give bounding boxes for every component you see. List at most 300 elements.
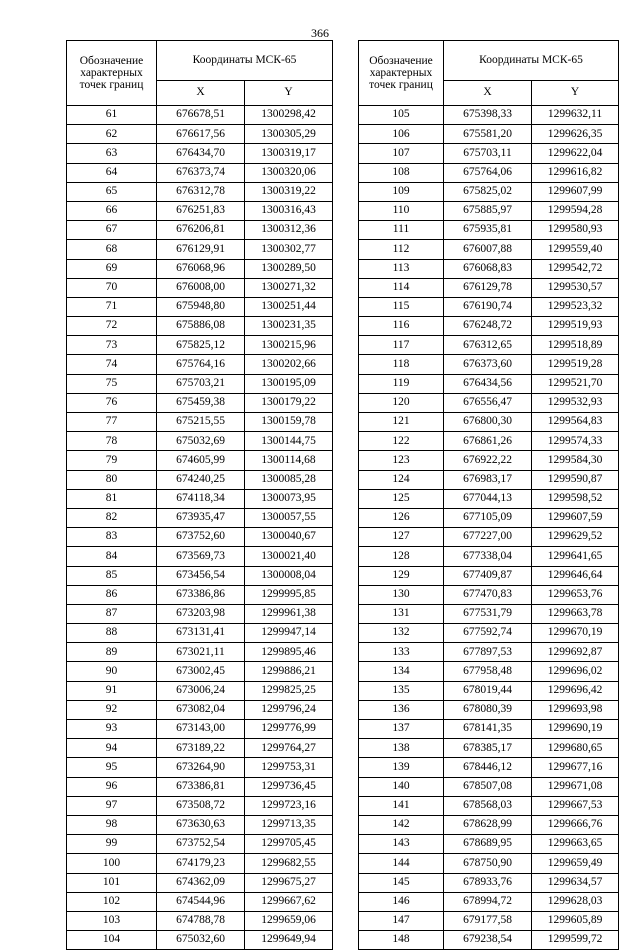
point-number-cell: 130 xyxy=(359,585,444,604)
point-number-cell: 138 xyxy=(359,739,444,758)
point-number-cell: 146 xyxy=(359,892,444,911)
table-row xyxy=(359,758,619,777)
point-number-cell: 77 xyxy=(67,413,157,432)
y-coordinate-cell: 1299677,16 xyxy=(532,758,619,777)
x-coordinate-cell: 677958,48 xyxy=(444,662,532,681)
y-coordinate-cell: 1299599,72 xyxy=(532,931,619,950)
table-row xyxy=(67,911,333,930)
x-coordinate-cell: 676008,00 xyxy=(157,278,245,297)
y-coordinate-cell: 1299696,02 xyxy=(532,662,619,681)
x-coordinate-cell: 676251,83 xyxy=(157,201,245,220)
y-coordinate-cell: 1299607,59 xyxy=(532,508,619,527)
x-coordinate-cell: 673082,04 xyxy=(157,700,245,719)
table-row xyxy=(359,662,619,681)
x-coordinate-cell: 675032,69 xyxy=(157,432,245,451)
y-coordinate-cell: 1299693,98 xyxy=(532,700,619,719)
table-row xyxy=(359,201,619,220)
y-coordinate-cell: 1299626,35 xyxy=(532,125,619,144)
designation-header: Обозначение характерных точек границ xyxy=(67,41,157,106)
y-coordinate-cell: 1300312,36 xyxy=(245,221,333,240)
point-number-cell: 142 xyxy=(359,815,444,834)
point-number-cell: 141 xyxy=(359,796,444,815)
table-row xyxy=(359,854,619,873)
point-number-cell: 111 xyxy=(359,221,444,240)
point-number-cell: 76 xyxy=(67,393,157,412)
table-row xyxy=(359,393,619,412)
y-coordinate-cell: 1300251,44 xyxy=(245,297,333,316)
table-row xyxy=(67,624,333,643)
y-coordinate-cell: 1299753,31 xyxy=(245,758,333,777)
point-number-cell: 64 xyxy=(67,163,157,182)
y-coordinate-cell: 1300021,40 xyxy=(245,547,333,566)
y-coordinate-cell: 1300179,22 xyxy=(245,393,333,412)
x-coordinate-cell: 674788,78 xyxy=(157,911,245,930)
table-row xyxy=(359,566,619,585)
x-coordinate-cell: 673630,63 xyxy=(157,815,245,834)
x-coordinate-cell: 676129,78 xyxy=(444,278,532,297)
x-coordinate-cell: 675764,06 xyxy=(444,163,532,182)
table-row xyxy=(359,911,619,930)
x-coordinate-cell: 675886,08 xyxy=(157,317,245,336)
table-row xyxy=(359,317,619,336)
table-row xyxy=(359,278,619,297)
point-number-cell: 131 xyxy=(359,604,444,623)
y-coordinate-cell: 1299605,89 xyxy=(532,911,619,930)
y-coordinate-cell: 1299564,83 xyxy=(532,413,619,432)
point-number-cell: 127 xyxy=(359,528,444,547)
point-number-cell: 108 xyxy=(359,163,444,182)
y-coordinate-cell: 1299634,57 xyxy=(532,873,619,892)
y-coordinate-cell: 1300057,55 xyxy=(245,508,333,527)
y-coordinate-cell: 1299961,38 xyxy=(245,604,333,623)
y-coordinate-cell: 1300195,09 xyxy=(245,374,333,393)
x-coordinate-cell: 676190,74 xyxy=(444,297,532,316)
point-number-cell: 100 xyxy=(67,854,157,873)
point-number-cell: 117 xyxy=(359,336,444,355)
coordinates-header: Координаты МСК-65 xyxy=(444,41,619,81)
table-row xyxy=(67,892,333,911)
point-number-cell: 115 xyxy=(359,297,444,316)
x-coordinate-cell: 673021,11 xyxy=(157,643,245,662)
x-coordinate-cell: 673508,72 xyxy=(157,796,245,815)
x-header: X xyxy=(444,81,532,106)
point-number-cell: 87 xyxy=(67,604,157,623)
point-number-cell: 61 xyxy=(67,106,157,125)
y-coordinate-cell: 1299574,33 xyxy=(532,432,619,451)
y-coordinate-cell: 1300114,68 xyxy=(245,451,333,470)
point-number-cell: 106 xyxy=(359,125,444,144)
table-row xyxy=(67,278,333,297)
point-number-cell: 107 xyxy=(359,144,444,163)
point-number-cell: 143 xyxy=(359,835,444,854)
point-number-cell: 114 xyxy=(359,278,444,297)
table-row xyxy=(359,796,619,815)
y-coordinate-cell: 1300298,42 xyxy=(245,106,333,125)
x-coordinate-cell: 675703,11 xyxy=(444,144,532,163)
point-number-cell: 126 xyxy=(359,508,444,527)
point-number-cell: 109 xyxy=(359,182,444,201)
table-row xyxy=(67,700,333,719)
table-row xyxy=(67,854,333,873)
x-coordinate-cell: 678019,44 xyxy=(444,681,532,700)
table-row xyxy=(359,125,619,144)
y-coordinate-cell: 1299580,93 xyxy=(532,221,619,240)
x-coordinate-cell: 675825,02 xyxy=(444,182,532,201)
x-coordinate-cell: 673143,00 xyxy=(157,720,245,739)
x-coordinate-cell: 673569,73 xyxy=(157,547,245,566)
y-coordinate-cell: 1299675,27 xyxy=(245,873,333,892)
table-row xyxy=(359,297,619,316)
x-coordinate-cell: 676007,88 xyxy=(444,240,532,259)
point-number-cell: 136 xyxy=(359,700,444,719)
x-coordinate-cell: 675825,12 xyxy=(157,336,245,355)
point-number-cell: 135 xyxy=(359,681,444,700)
point-number-cell: 84 xyxy=(67,547,157,566)
x-coordinate-cell: 674605,99 xyxy=(157,451,245,470)
y-coordinate-cell: 1300040,67 xyxy=(245,528,333,547)
table-row xyxy=(67,758,333,777)
table-row xyxy=(67,604,333,623)
table-row xyxy=(67,528,333,547)
x-coordinate-cell: 674118,34 xyxy=(157,489,245,508)
x-coordinate-cell: 675703,21 xyxy=(157,374,245,393)
point-number-cell: 113 xyxy=(359,259,444,278)
y-coordinate-cell: 1299713,35 xyxy=(245,815,333,834)
x-coordinate-cell: 678141,35 xyxy=(444,720,532,739)
x-coordinate-cell: 676861,26 xyxy=(444,432,532,451)
point-number-cell: 104 xyxy=(67,931,157,950)
table-row xyxy=(67,508,333,527)
y-coordinate-cell: 1299542,72 xyxy=(532,259,619,278)
y-coordinate-cell: 1299723,16 xyxy=(245,796,333,815)
point-number-cell: 71 xyxy=(67,297,157,316)
point-number-cell: 86 xyxy=(67,585,157,604)
table-row xyxy=(67,240,333,259)
x-coordinate-cell: 675764,16 xyxy=(157,355,245,374)
y-coordinate-cell: 1300202,66 xyxy=(245,355,333,374)
point-number-cell: 97 xyxy=(67,796,157,815)
y-coordinate-cell: 1299671,08 xyxy=(532,777,619,796)
y-coordinate-cell: 1299947,14 xyxy=(245,624,333,643)
table-row xyxy=(67,336,333,355)
x-coordinate-cell: 676434,56 xyxy=(444,374,532,393)
table-row xyxy=(67,182,333,201)
table-row xyxy=(67,451,333,470)
table-row xyxy=(359,106,619,125)
table-row xyxy=(67,259,333,278)
table-body-left xyxy=(67,106,333,950)
y-coordinate-cell: 1300231,35 xyxy=(245,317,333,336)
x-coordinate-cell: 677105,09 xyxy=(444,508,532,527)
y-coordinate-cell: 1300159,78 xyxy=(245,413,333,432)
x-coordinate-cell: 674544,96 xyxy=(157,892,245,911)
x-coordinate-cell: 676248,72 xyxy=(444,317,532,336)
table-row xyxy=(67,201,333,220)
table-row xyxy=(67,873,333,892)
point-number-cell: 112 xyxy=(359,240,444,259)
x-coordinate-cell: 673131,41 xyxy=(157,624,245,643)
table-row xyxy=(67,662,333,681)
table-row xyxy=(359,259,619,278)
x-coordinate-cell: 674362,09 xyxy=(157,873,245,892)
table-row xyxy=(67,643,333,662)
x-coordinate-cell: 676068,96 xyxy=(157,259,245,278)
point-number-cell: 69 xyxy=(67,259,157,278)
x-coordinate-cell: 673203,98 xyxy=(157,604,245,623)
point-number-cell: 79 xyxy=(67,451,157,470)
x-coordinate-cell: 676922,22 xyxy=(444,451,532,470)
table-row xyxy=(67,413,333,432)
point-number-cell: 148 xyxy=(359,931,444,950)
table-row xyxy=(359,777,619,796)
point-number-cell: 96 xyxy=(67,777,157,796)
table-row xyxy=(359,835,619,854)
point-number-cell: 88 xyxy=(67,624,157,643)
y-coordinate-cell: 1299736,45 xyxy=(245,777,333,796)
point-number-cell: 67 xyxy=(67,221,157,240)
table-row xyxy=(359,413,619,432)
x-coordinate-cell: 678689,95 xyxy=(444,835,532,854)
table-row xyxy=(67,566,333,585)
table-row xyxy=(67,144,333,163)
y-header: Y xyxy=(532,81,619,106)
x-coordinate-cell: 675935,81 xyxy=(444,221,532,240)
point-number-cell: 83 xyxy=(67,528,157,547)
x-coordinate-cell: 678446,12 xyxy=(444,758,532,777)
point-number-cell: 137 xyxy=(359,720,444,739)
point-number-cell: 101 xyxy=(67,873,157,892)
table-row xyxy=(67,432,333,451)
y-coordinate-cell: 1299764,27 xyxy=(245,739,333,758)
point-number-cell: 62 xyxy=(67,125,157,144)
x-header: X xyxy=(157,81,245,106)
point-number-cell: 144 xyxy=(359,854,444,873)
point-number-cell: 70 xyxy=(67,278,157,297)
y-header: Y xyxy=(245,81,333,106)
table-body-right xyxy=(359,106,619,950)
x-coordinate-cell: 673935,47 xyxy=(157,508,245,527)
x-coordinate-cell: 675948,80 xyxy=(157,297,245,316)
x-coordinate-cell: 678750,90 xyxy=(444,854,532,873)
x-coordinate-cell: 677044,13 xyxy=(444,489,532,508)
table-row xyxy=(359,451,619,470)
y-coordinate-cell: 1300271,32 xyxy=(245,278,333,297)
y-coordinate-cell: 1299616,82 xyxy=(532,163,619,182)
y-coordinate-cell: 1299641,65 xyxy=(532,547,619,566)
point-number-cell: 81 xyxy=(67,489,157,508)
y-coordinate-cell: 1299629,52 xyxy=(532,528,619,547)
table-row xyxy=(359,240,619,259)
point-number-cell: 139 xyxy=(359,758,444,777)
point-number-cell: 134 xyxy=(359,662,444,681)
point-number-cell: 116 xyxy=(359,317,444,336)
y-coordinate-cell: 1300073,95 xyxy=(245,489,333,508)
y-coordinate-cell: 1299659,49 xyxy=(532,854,619,873)
x-coordinate-cell: 673752,60 xyxy=(157,528,245,547)
y-coordinate-cell: 1299696,42 xyxy=(532,681,619,700)
table-row xyxy=(67,931,333,950)
y-coordinate-cell: 1299521,70 xyxy=(532,374,619,393)
y-coordinate-cell: 1299584,30 xyxy=(532,451,619,470)
table-row xyxy=(67,374,333,393)
y-coordinate-cell: 1299523,32 xyxy=(532,297,619,316)
point-number-cell: 89 xyxy=(67,643,157,662)
x-coordinate-cell: 673264,90 xyxy=(157,758,245,777)
table-row xyxy=(359,700,619,719)
table-row xyxy=(359,508,619,527)
table-row xyxy=(359,144,619,163)
coordinates-table-right xyxy=(358,40,619,950)
point-number-cell: 68 xyxy=(67,240,157,259)
y-coordinate-cell: 1299649,94 xyxy=(245,931,333,950)
x-coordinate-cell: 673189,22 xyxy=(157,739,245,758)
y-coordinate-cell: 1299598,52 xyxy=(532,489,619,508)
point-number-cell: 118 xyxy=(359,355,444,374)
point-number-cell: 82 xyxy=(67,508,157,527)
point-number-cell: 145 xyxy=(359,873,444,892)
point-number-cell: 78 xyxy=(67,432,157,451)
point-number-cell: 123 xyxy=(359,451,444,470)
x-coordinate-cell: 673752,54 xyxy=(157,835,245,854)
x-coordinate-cell: 675032,60 xyxy=(157,931,245,950)
point-number-cell: 133 xyxy=(359,643,444,662)
table-row xyxy=(67,297,333,316)
table-row xyxy=(67,163,333,182)
table-row xyxy=(67,777,333,796)
table-row xyxy=(359,163,619,182)
y-coordinate-cell: 1300289,50 xyxy=(245,259,333,278)
point-number-cell: 128 xyxy=(359,547,444,566)
y-coordinate-cell: 1300008,04 xyxy=(245,566,333,585)
y-coordinate-cell: 1299667,53 xyxy=(532,796,619,815)
table-row xyxy=(359,585,619,604)
x-coordinate-cell: 678628,99 xyxy=(444,815,532,834)
x-coordinate-cell: 677470,83 xyxy=(444,585,532,604)
point-number-cell: 110 xyxy=(359,201,444,220)
table-row xyxy=(359,815,619,834)
y-coordinate-cell: 1299590,87 xyxy=(532,470,619,489)
y-coordinate-cell: 1299530,57 xyxy=(532,278,619,297)
table-row xyxy=(359,374,619,393)
y-coordinate-cell: 1299666,76 xyxy=(532,815,619,834)
x-coordinate-cell: 678933,76 xyxy=(444,873,532,892)
table-row xyxy=(359,221,619,240)
x-coordinate-cell: 675398,33 xyxy=(444,106,532,125)
y-coordinate-cell: 1299680,65 xyxy=(532,739,619,758)
table-row xyxy=(67,221,333,240)
y-coordinate-cell: 1299776,99 xyxy=(245,720,333,739)
y-coordinate-cell: 1299995,85 xyxy=(245,585,333,604)
table-row xyxy=(67,815,333,834)
table-row xyxy=(67,106,333,125)
point-number-cell: 95 xyxy=(67,758,157,777)
coordinates-header: Координаты МСК-65 xyxy=(157,41,333,81)
x-coordinate-cell: 679177,58 xyxy=(444,911,532,930)
table-row xyxy=(359,432,619,451)
designation-header: Обозначение характерных точек границ xyxy=(359,41,444,106)
point-number-cell: 73 xyxy=(67,336,157,355)
y-coordinate-cell: 1299690,19 xyxy=(532,720,619,739)
x-coordinate-cell: 673002,45 xyxy=(157,662,245,681)
point-number-cell: 129 xyxy=(359,566,444,585)
x-coordinate-cell: 676678,51 xyxy=(157,106,245,125)
point-number-cell: 119 xyxy=(359,374,444,393)
point-number-cell: 94 xyxy=(67,739,157,758)
table-row xyxy=(67,739,333,758)
y-coordinate-cell: 1300319,22 xyxy=(245,182,333,201)
x-coordinate-cell: 679238,54 xyxy=(444,931,532,950)
point-number-cell: 125 xyxy=(359,489,444,508)
point-number-cell: 63 xyxy=(67,144,157,163)
point-number-cell: 92 xyxy=(67,700,157,719)
point-number-cell: 75 xyxy=(67,374,157,393)
table-row xyxy=(67,796,333,815)
y-coordinate-cell: 1300319,17 xyxy=(245,144,333,163)
x-coordinate-cell: 678080,39 xyxy=(444,700,532,719)
table-row xyxy=(359,470,619,489)
point-number-cell: 102 xyxy=(67,892,157,911)
point-number-cell: 85 xyxy=(67,566,157,585)
x-coordinate-cell: 676312,78 xyxy=(157,182,245,201)
page-number: 366 xyxy=(311,26,329,40)
y-coordinate-cell: 1299518,89 xyxy=(532,336,619,355)
point-number-cell: 98 xyxy=(67,815,157,834)
table-row xyxy=(67,720,333,739)
point-number-cell: 72 xyxy=(67,317,157,336)
x-coordinate-cell: 676983,17 xyxy=(444,470,532,489)
x-coordinate-cell: 676373,60 xyxy=(444,355,532,374)
point-number-cell: 99 xyxy=(67,835,157,854)
y-coordinate-cell: 1299607,99 xyxy=(532,182,619,201)
y-coordinate-cell: 1299646,64 xyxy=(532,566,619,585)
point-number-cell: 147 xyxy=(359,911,444,930)
point-number-cell: 90 xyxy=(67,662,157,681)
point-number-cell: 91 xyxy=(67,681,157,700)
table-row xyxy=(359,528,619,547)
point-number-cell: 74 xyxy=(67,355,157,374)
point-number-cell: 140 xyxy=(359,777,444,796)
y-coordinate-cell: 1299519,93 xyxy=(532,317,619,336)
table-row xyxy=(359,681,619,700)
x-coordinate-cell: 673386,81 xyxy=(157,777,245,796)
y-coordinate-cell: 1300215,96 xyxy=(245,336,333,355)
table-row xyxy=(67,317,333,336)
table-row xyxy=(359,489,619,508)
x-coordinate-cell: 677531,79 xyxy=(444,604,532,623)
y-coordinate-cell: 1299653,76 xyxy=(532,585,619,604)
y-coordinate-cell: 1300302,77 xyxy=(245,240,333,259)
x-coordinate-cell: 676206,81 xyxy=(157,221,245,240)
table-row xyxy=(67,547,333,566)
x-coordinate-cell: 678994,72 xyxy=(444,892,532,911)
x-coordinate-cell: 677227,00 xyxy=(444,528,532,547)
y-coordinate-cell: 1299667,62 xyxy=(245,892,333,911)
table-row xyxy=(359,547,619,566)
point-number-cell: 103 xyxy=(67,911,157,930)
table-row xyxy=(359,336,619,355)
x-coordinate-cell: 677338,04 xyxy=(444,547,532,566)
table-row xyxy=(67,355,333,374)
x-coordinate-cell: 675581,20 xyxy=(444,125,532,144)
y-coordinate-cell: 1300320,06 xyxy=(245,163,333,182)
y-coordinate-cell: 1299628,03 xyxy=(532,892,619,911)
table-row xyxy=(359,643,619,662)
y-coordinate-cell: 1299622,04 xyxy=(532,144,619,163)
point-number-cell: 65 xyxy=(67,182,157,201)
x-coordinate-cell: 678568,03 xyxy=(444,796,532,815)
table-row xyxy=(359,892,619,911)
x-coordinate-cell: 674179,23 xyxy=(157,854,245,873)
